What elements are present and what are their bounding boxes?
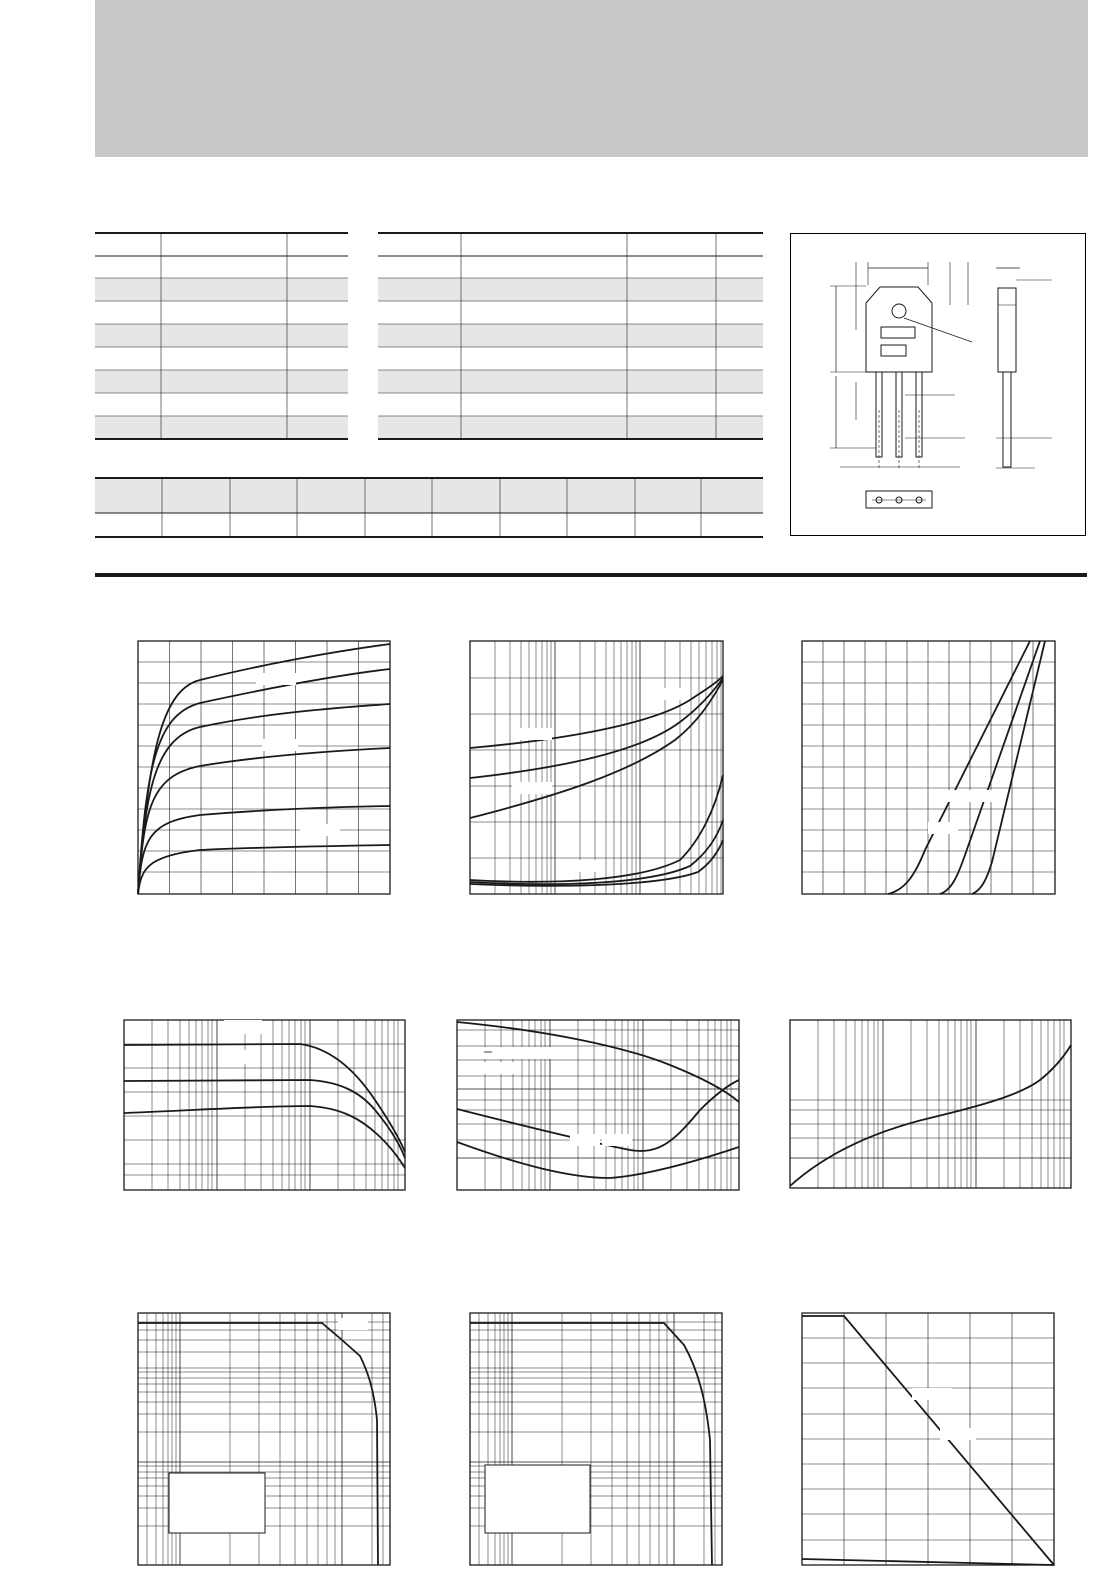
chart-output-characteristics (138, 641, 390, 894)
chart-safe-operating-area-1 (138, 1313, 390, 1565)
section-divider (95, 573, 1087, 577)
package-outline-frame (790, 233, 1086, 536)
chart-dc-current-gain (470, 641, 723, 894)
chart-transfer-characteristics (802, 641, 1055, 894)
chart-gain-vs-frequency (124, 1020, 405, 1190)
chart-saturation-voltage (457, 1020, 739, 1190)
electrical-table (378, 233, 763, 439)
chart-power-derating (802, 1313, 1054, 1565)
ratings-table (95, 233, 348, 439)
chart-safe-operating-area-2 (470, 1313, 722, 1565)
chart-thermal-resistance (790, 1020, 1071, 1188)
classification-table (95, 478, 763, 537)
